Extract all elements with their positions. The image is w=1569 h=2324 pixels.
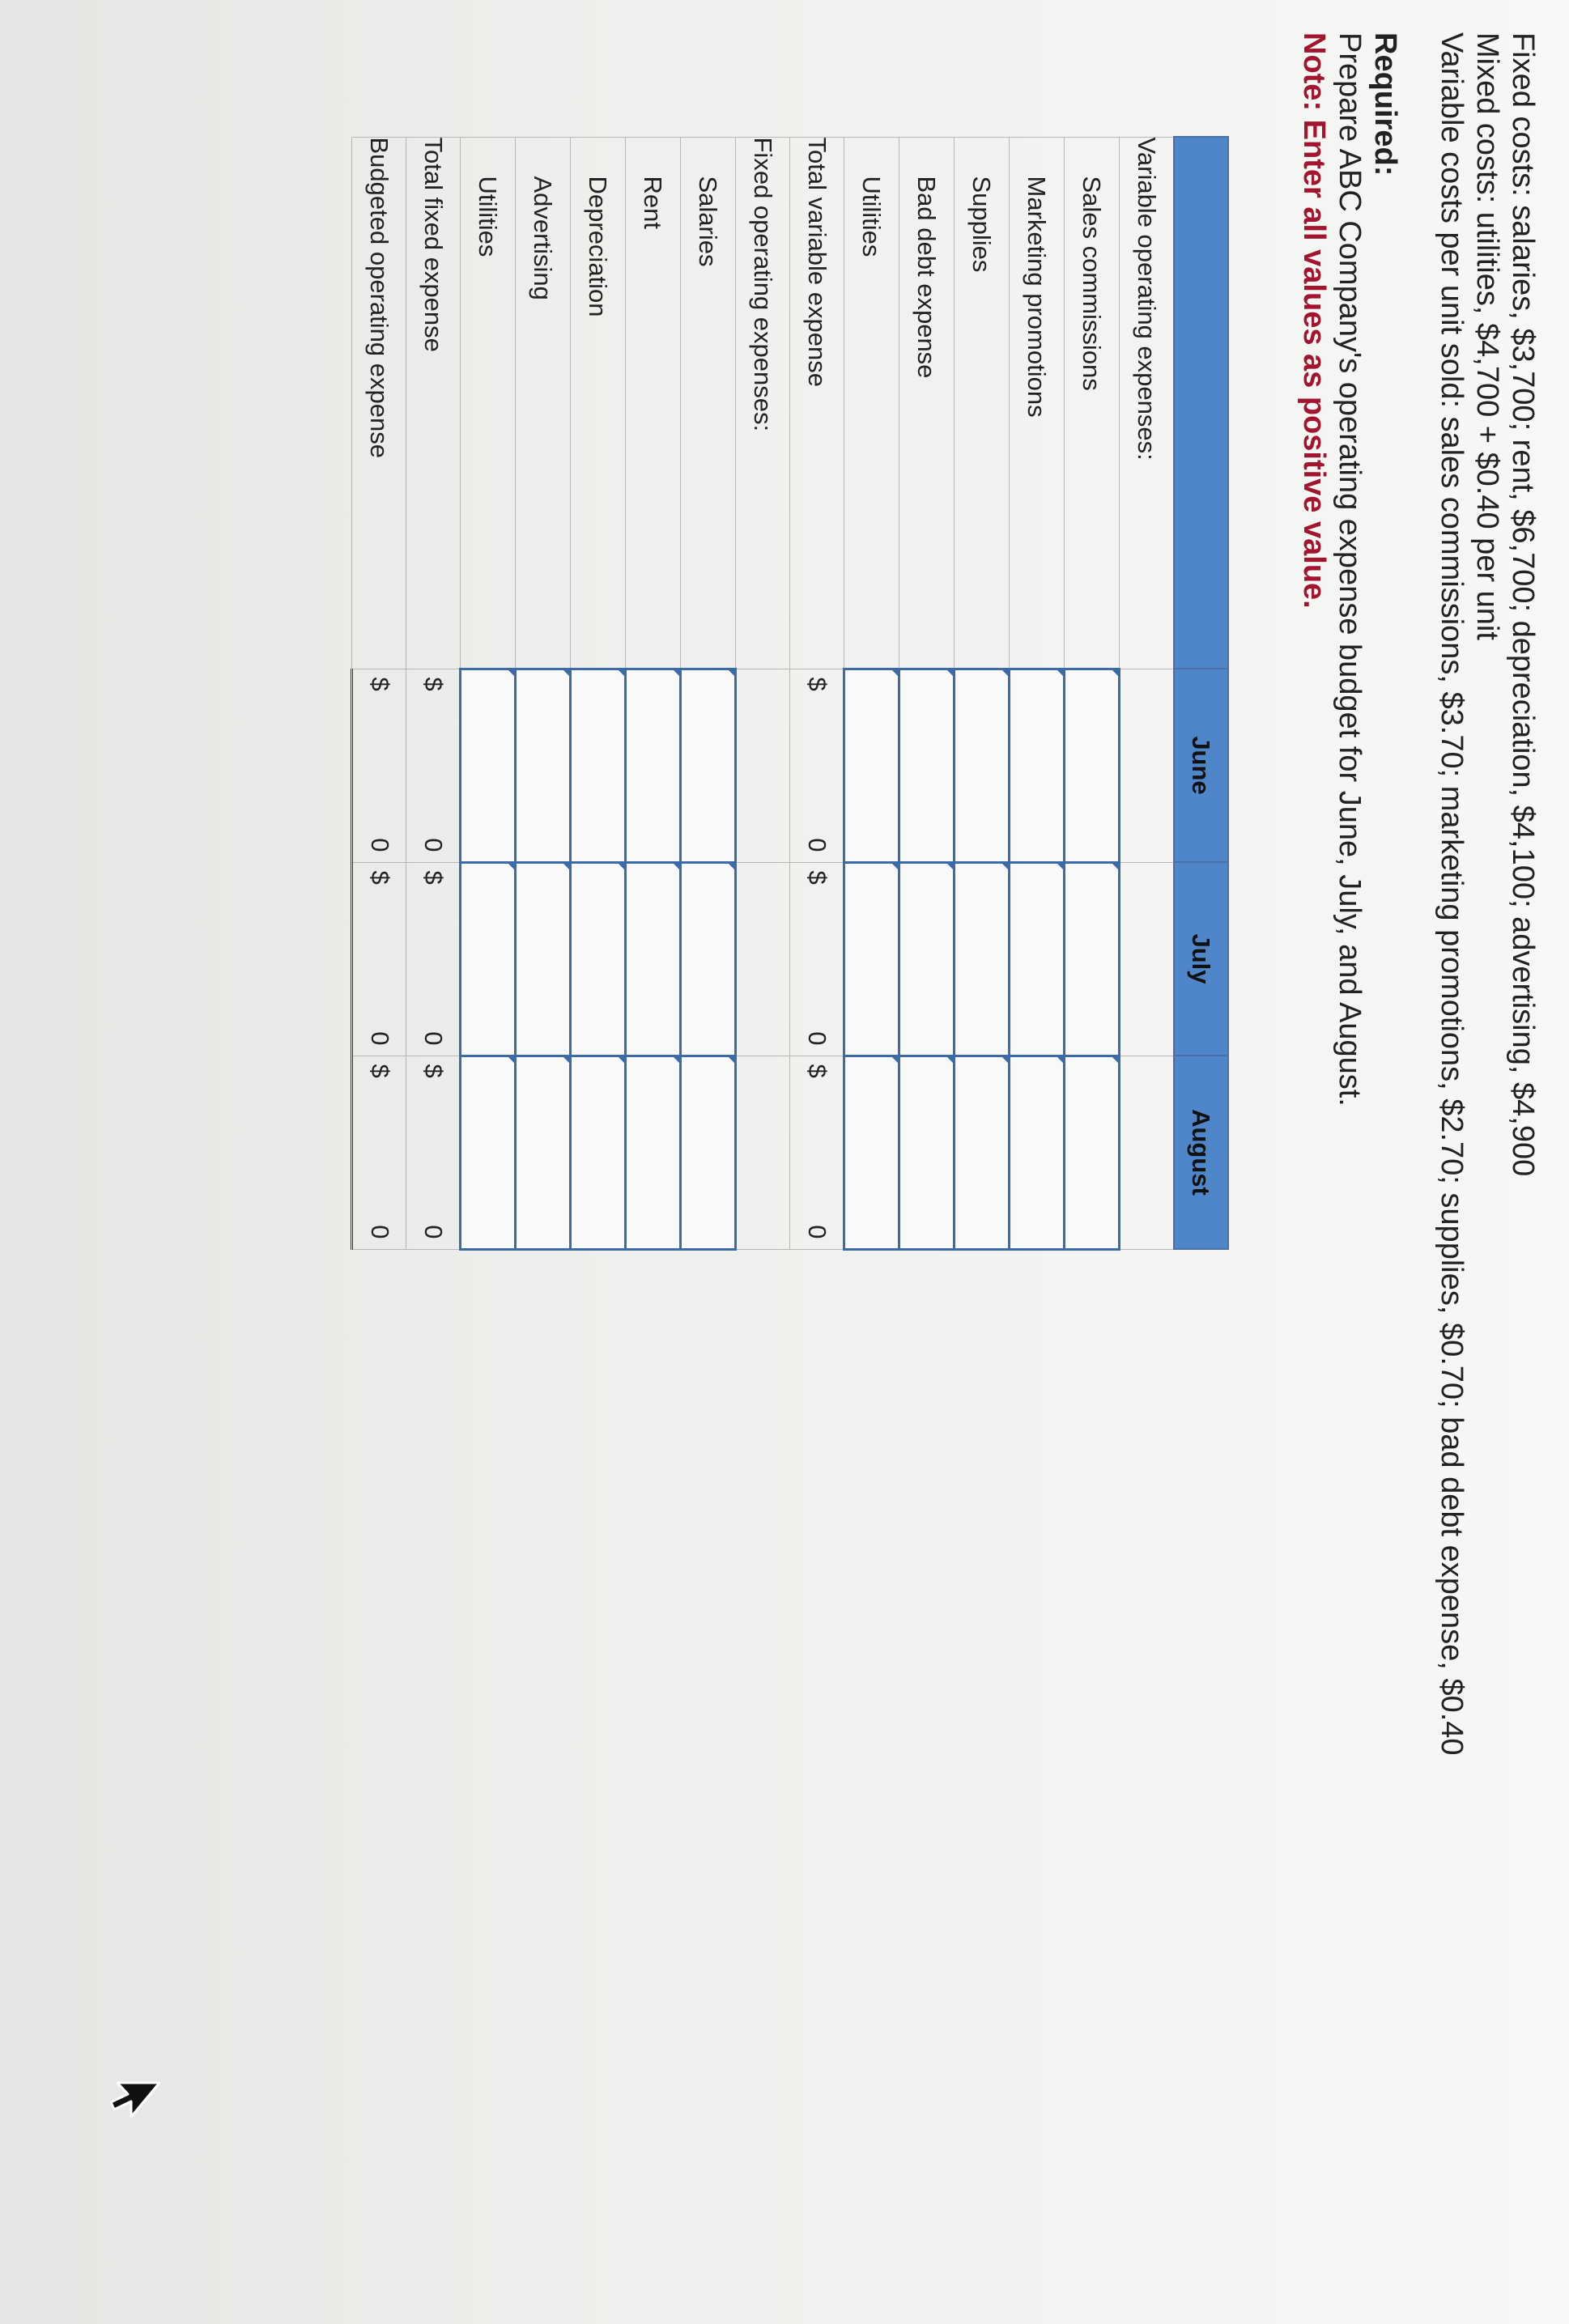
total-variable-june: $ 0 xyxy=(790,669,844,862)
dropdown-marker-icon xyxy=(1055,861,1065,872)
table-row xyxy=(736,137,790,1249)
dropdown-marker-icon xyxy=(616,1055,627,1065)
input-supplies-july[interactable] xyxy=(955,862,1010,1056)
dropdown-marker-icon xyxy=(1055,1055,1065,1065)
input-supplies-june[interactable] xyxy=(955,669,1010,862)
input-fixed-utilities-june[interactable] xyxy=(461,669,516,862)
budgeted-june: $ 0 xyxy=(352,669,406,862)
dropdown-marker-icon xyxy=(890,861,900,872)
required-note: Note: Enter all values as positive value. xyxy=(1297,32,1331,609)
input-sales-commissions-august[interactable] xyxy=(1065,1056,1120,1249)
dropdown-marker-icon xyxy=(726,1055,737,1065)
input-fixed-utilities-august[interactable] xyxy=(461,1056,516,1249)
input-marketing-promotions-august[interactable] xyxy=(1010,1056,1065,1249)
problem-statement xyxy=(1434,32,1541,1756)
total-fixed-label: Total fixed expense xyxy=(406,137,461,669)
input-advertising-june[interactable] xyxy=(516,669,571,862)
input-marketing-promotions-july[interactable] xyxy=(1010,862,1065,1056)
row-label-supplies: Supplies xyxy=(955,137,1010,669)
total-variable-label: Total variable expense xyxy=(790,137,844,669)
header-blank xyxy=(1174,137,1228,669)
row-label-marketing-promotions: Marketing promotions xyxy=(1010,137,1065,669)
row-label-salaries: Salaries xyxy=(681,137,736,669)
mouse-cursor-icon xyxy=(108,2076,164,2133)
input-depreciation-july[interactable] xyxy=(571,862,626,1056)
table-row xyxy=(790,137,844,1249)
table-row xyxy=(844,137,899,1249)
dropdown-marker-icon xyxy=(726,861,737,872)
row-label-depreciation: Depreciation xyxy=(571,137,626,669)
table-row xyxy=(406,137,461,1249)
input-salaries-august[interactable] xyxy=(681,1056,736,1249)
dropdown-marker-icon xyxy=(671,861,682,872)
header-july: July xyxy=(1174,862,1228,1056)
dropdown-marker-icon xyxy=(1000,861,1010,872)
table-row xyxy=(352,137,406,1249)
row-label-fixed-utilities: Utilities xyxy=(461,137,516,669)
table-row xyxy=(1120,137,1175,1249)
budgeted-august: $ 0 xyxy=(352,1056,406,1249)
input-rent-july[interactable] xyxy=(626,862,681,1056)
dropdown-marker-icon xyxy=(561,668,572,678)
input-variable-utilities-july[interactable] xyxy=(844,862,899,1056)
input-supplies-august[interactable] xyxy=(955,1056,1010,1249)
input-advertising-august[interactable] xyxy=(516,1056,571,1249)
fixed-section-label: Fixed operating expenses: xyxy=(736,137,790,669)
row-label-variable-utilities: Utilities xyxy=(844,137,899,669)
dropdown-marker-icon xyxy=(671,1055,682,1065)
budgeted-july: $ 0 xyxy=(352,862,406,1056)
input-sales-commissions-june[interactable] xyxy=(1065,669,1120,862)
variable-section-label: Variable operating expenses: xyxy=(1120,137,1175,669)
budgeted-operating-expense-label: Budgeted operating expense xyxy=(352,137,406,669)
input-rent-june[interactable] xyxy=(626,669,681,862)
input-advertising-july[interactable] xyxy=(516,862,571,1056)
required-section xyxy=(1296,32,1403,1107)
input-bad-debt-june[interactable] xyxy=(899,669,955,862)
total-fixed-july: $ 0 xyxy=(406,862,461,1056)
table-header-row xyxy=(1174,137,1228,1249)
dropdown-marker-icon xyxy=(945,1055,955,1065)
table-row xyxy=(626,137,681,1249)
row-label-advertising: Advertising xyxy=(516,137,571,669)
row-label-rent: Rent xyxy=(626,137,681,669)
dropdown-marker-icon xyxy=(506,1055,517,1065)
input-sales-commissions-july[interactable] xyxy=(1065,862,1120,1056)
row-label-bad-debt-expense: Bad debt expense xyxy=(899,137,955,669)
dropdown-marker-icon xyxy=(945,668,955,678)
dropdown-marker-icon xyxy=(945,861,955,872)
table-row xyxy=(1010,137,1065,1249)
input-fixed-utilities-july[interactable] xyxy=(461,862,516,1056)
dropdown-marker-icon xyxy=(561,1055,572,1065)
dropdown-marker-icon xyxy=(890,1055,900,1065)
row-label-sales-commissions: Sales commissions xyxy=(1065,137,1120,669)
input-marketing-promotions-june[interactable] xyxy=(1010,669,1065,862)
input-depreciation-august[interactable] xyxy=(571,1056,626,1249)
input-bad-debt-august[interactable] xyxy=(899,1056,955,1249)
table-row xyxy=(516,137,571,1249)
dropdown-marker-icon xyxy=(1055,668,1065,678)
dropdown-marker-icon xyxy=(561,861,572,872)
dropdown-marker-icon xyxy=(1110,1055,1120,1065)
table-row xyxy=(681,137,736,1249)
dropdown-marker-icon xyxy=(1110,668,1120,678)
table-row xyxy=(461,137,516,1249)
input-bad-debt-july[interactable] xyxy=(899,862,955,1056)
dropdown-marker-icon xyxy=(1110,861,1120,872)
input-salaries-july[interactable] xyxy=(681,862,736,1056)
total-variable-july: $ 0 xyxy=(790,862,844,1056)
total-variable-august: $ 0 xyxy=(790,1056,844,1249)
operating-expense-budget-table xyxy=(351,136,1229,1251)
input-variable-utilities-august[interactable] xyxy=(844,1056,899,1249)
mixed-costs-text: Mixed costs: utilities, $4,700 + $0.40 per unit xyxy=(1470,32,1504,640)
header-june: June xyxy=(1174,669,1228,862)
table-row xyxy=(1065,137,1120,1249)
dropdown-marker-icon xyxy=(616,668,627,678)
dropdown-marker-icon xyxy=(1000,1055,1010,1065)
table-row xyxy=(571,137,626,1249)
dropdown-marker-icon xyxy=(506,861,517,872)
input-rent-august[interactable] xyxy=(626,1056,681,1249)
table-row xyxy=(899,137,955,1249)
dropdown-marker-icon xyxy=(616,861,627,872)
dropdown-marker-icon xyxy=(671,668,682,678)
fixed-costs-text: Fixed costs: salaries, $3,700; rent, $6,700; depreciation, $4,100; advertising, $4,900 xyxy=(1506,32,1540,1177)
required-heading: Required: xyxy=(1368,32,1402,176)
required-instruction: Prepare ABC Company's operating expense budget for June, July, and August. xyxy=(1333,32,1367,1107)
table-row xyxy=(955,137,1010,1249)
dropdown-marker-icon xyxy=(506,668,517,678)
input-variable-utilities-june[interactable] xyxy=(844,669,899,862)
dropdown-marker-icon xyxy=(890,668,900,678)
total-fixed-june: $ 0 xyxy=(406,669,461,862)
input-depreciation-june[interactable] xyxy=(571,669,626,862)
variable-costs-text: Variable costs per unit sold: sales commissions, $3.70; marketing promotions, $2.70; supplies, $0.70; bad debt expense, $0.40 xyxy=(1435,32,1469,1756)
dropdown-marker-icon xyxy=(1000,668,1010,678)
total-fixed-august: $ 0 xyxy=(406,1056,461,1249)
header-august: August xyxy=(1174,1056,1228,1249)
dropdown-marker-icon xyxy=(726,668,737,678)
input-salaries-june[interactable] xyxy=(681,669,736,862)
